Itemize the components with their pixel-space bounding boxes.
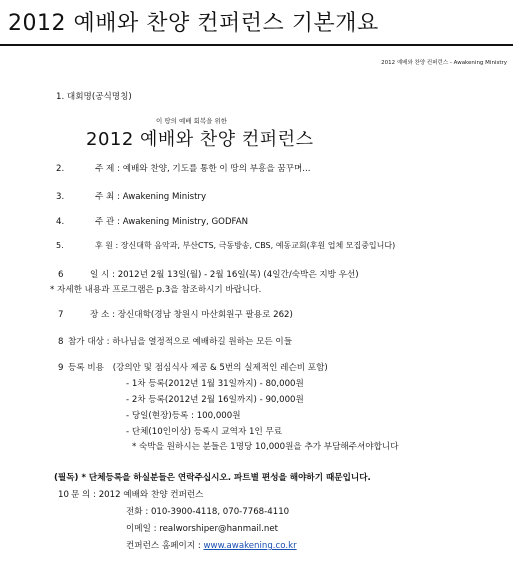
phone-value: 010-3900-4118, 070-7768-4110 [150,507,290,517]
date-note: * 자세한 내용과 프로그램은 p.3을 참조하시기 바랍니다. [50,285,262,295]
item-value: 예배와 찬양, 기도를 통한 이 땅의 부흥을 꿈꾸며... [122,164,311,174]
fee-note: * 숙박을 원하시는 분들은 1명당 10,000원을 추가 부담해주셔야합니다 [132,442,399,452]
item-number: 7 [58,310,64,320]
contact-row [58,488,203,500]
item-value: (강의안 및 점심식사 제공 & 5번의 실제적인 레슨비 포함) [112,363,328,373]
item-number: 2. [56,164,65,174]
fee-line: - 단체(10인이상) 등록시 교역자 1인 무료 [126,427,283,437]
item-label: 참가 대상 : [68,337,110,347]
item-label: 주 제 : [95,164,120,174]
item-value: 장신대학(경남 창원시 마산회원구 팔용로 262) [117,310,293,320]
fee-line: - 당일(현장)등록 : 100,000원 [126,411,241,421]
item-value: 2012년 2월 13일(월) - 2월 16일(목) (4일간/숙박은 지방 우선) [117,270,359,280]
item-value: Awakening Ministry, GODFAN [122,217,249,227]
item-sponsor [56,240,395,251]
item-number: 5. [56,241,64,250]
item-label: 장 소 : [90,310,115,320]
item-label: 문 의 : [71,490,96,500]
contact-phone [126,505,289,517]
page-title: 2012 예배와 찬양 컨퍼런스 기본개요 [8,11,379,36]
title-divider [0,44,513,46]
contact-name: 2012 예배와 찬양 컨퍼런스 [98,490,204,500]
fee-line: - 1차 등록(2012년 1월 31일까지) - 80,000원 [126,379,304,389]
item-organizer [56,215,248,227]
item-target [58,335,292,347]
email-value: realworshiper@hanmail.net [159,524,278,534]
contact-email [126,522,278,534]
item-value: 하나님을 열정적으로 예배하길 원하는 모든 이들 [112,337,293,347]
homepage-label: 컨퍼런스 홈페이지 : [126,541,201,551]
homepage-link[interactable]: www.awakening.co.kr [203,541,297,551]
item-number: 6 [58,270,64,280]
item-number: 9 [58,363,64,373]
item-label: 주 관 : [95,217,120,227]
item-number: 10 [58,490,69,500]
item-place [58,308,293,320]
conference-name: 2012 예배와 찬양 컨퍼런스 [86,129,314,150]
conference-tagline: 이 땅의 예배 회복을 위한 [156,117,228,125]
phone-label: 전화 : [126,507,149,517]
item-theme [56,162,310,174]
item-number: 8 [58,337,64,347]
fee-line: - 2차 등록(2012년 2월 16일까지) - 90,000원 [126,395,304,405]
header-subtitle: 2012 예배와 찬양 컨퍼런스 - Awakening Ministry [381,60,507,66]
item-label: 일 시 : [90,270,115,280]
item-label: 주 최 : [95,192,120,202]
item-host [56,190,206,202]
email-label: 이메일 : [126,524,157,534]
section-conference-name-heading: 1. 대회명(공식명칭) [56,92,132,102]
item-value: Awakening Ministry [122,192,207,202]
item-label: 후 원 : [95,241,119,250]
item-number: 3. [56,192,65,202]
item-label: 등록 비용 [68,363,104,373]
item-fee [58,361,328,373]
contact-homepage [126,539,297,551]
item-date [58,268,359,280]
item-value: 장신대학 음악과, 부산CTS, 극동방송, CBS, 예동교회(후원 업체 모집중입니다) [120,241,396,250]
notice: (필독) * 단체등록을 하실분들은 연락주십시오. 파트별 편성을 해야하기 때문입니다. [54,473,371,483]
item-number: 4. [56,217,65,227]
